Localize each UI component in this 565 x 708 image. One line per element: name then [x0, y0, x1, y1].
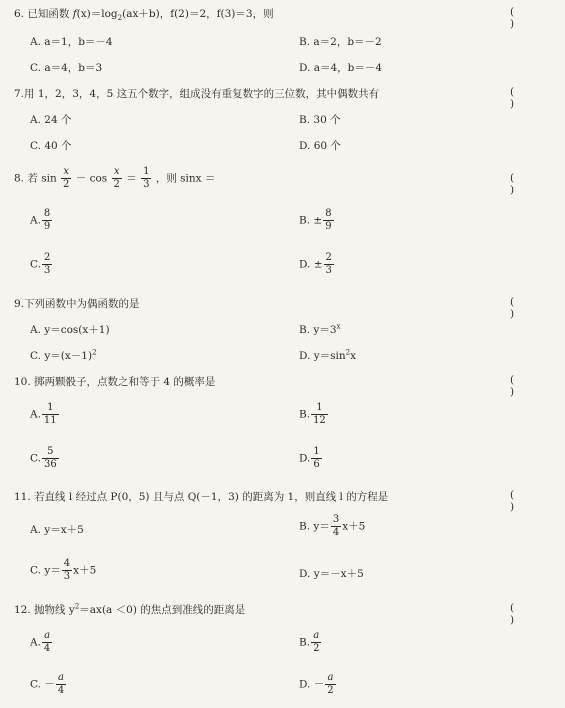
question-6-stem: 6. 已知函数 $f(x)=\log_2(ax+b)$，f(2)＝2，f(3)＝3，则 [14, 8, 274, 23]
answer-bracket[interactable]: ( ) [510, 489, 533, 513]
answer-bracket[interactable]: ( ) [510, 6, 533, 30]
fraction: $\frac{x}{2}$ [63, 166, 70, 190]
option-a[interactable]: A. $\frac{1}{11}$ [30, 402, 57, 426]
option-b[interactable]: B. y＝ $\frac{3}{4}$ x＋5 [299, 514, 366, 538]
option-d[interactable]: D. $y=\sin^2x$ [299, 348, 357, 362]
option-c[interactable]: C. a＝4，b＝3 [30, 62, 103, 74]
question-7-stem: 7.用 1，2，3，4，5 这五个数字，组成没有重复数字的三位数，其中偶数共有 [14, 88, 380, 100]
option-c[interactable]: C. － $\frac{a}{4}$ [30, 672, 65, 696]
question-12-stem: 12. 抛物线 $y^2=ax(a <0)$ 的焦点到准线的距离是 [14, 602, 246, 616]
answer-bracket[interactable]: ( ) [510, 374, 533, 398]
option-c[interactable]: C. 40 个 [30, 140, 72, 152]
question-11-stem: 11. 若直线 l 经过点 P(0，5) 且与点 Q(－1，3) 的距离为 1，则直线 l 的方程是 [14, 491, 389, 503]
option-b[interactable]: B. $\frac{1}{12}$ [299, 402, 326, 426]
answer-bracket[interactable]: ( ) [510, 296, 533, 320]
option-b[interactable]: B. $\frac{a}{2}$ [299, 630, 320, 654]
option-d[interactable]: D. a＝4，b＝－4 [299, 62, 383, 74]
fraction: $\frac{1}{3}$ [143, 166, 150, 190]
question-8-stem: 8. 若 sin $\frac{x}{2}$ － cos $\frac{x}{2}$ ＝ $\frac{1}{3}$ ，则 sinx ＝ [14, 166, 216, 190]
option-a[interactable]: A. y＝cos(x＋1) [30, 324, 110, 336]
option-c[interactable]: C. $\frac{2}{3}$ [30, 252, 51, 276]
option-b[interactable]: B. ± $\frac{8}{9}$ [299, 208, 332, 232]
option-d[interactable]: D. 60 个 [299, 140, 341, 152]
question-10-stem: 10. 掷两颗骰子，点数之和等于 4 的概率是 [14, 376, 216, 388]
option-d[interactable]: D. ± $\frac{2}{3}$ [299, 252, 332, 276]
question-9-stem: 9.下列函数中为偶函数的是 [14, 298, 140, 310]
option-d[interactable]: D. － $\frac{a}{2}$ [299, 672, 334, 696]
option-b[interactable]: B. $y=3^x$ [299, 322, 341, 336]
answer-bracket[interactable]: ( ) [510, 172, 533, 196]
option-a[interactable]: A. $\frac{a}{4}$ [30, 630, 51, 654]
option-c[interactable]: C. $\frac{5}{36}$ [30, 446, 57, 470]
answer-bracket[interactable]: ( ) [510, 602, 533, 626]
answer-bracket[interactable]: ( ) [510, 86, 533, 110]
option-d[interactable]: D. $\frac{1}{6}$ [299, 446, 320, 470]
fraction: $\frac{x}{2}$ [113, 166, 120, 190]
option-b[interactable]: B. 30 个 [299, 114, 341, 126]
option-a[interactable]: A. y＝x＋5 [30, 524, 84, 536]
option-a[interactable]: A. 24 个 [30, 114, 72, 126]
option-a[interactable]: A. $\frac{8}{9}$ [30, 208, 51, 232]
option-b[interactable]: B. a＝2，b＝－2 [299, 36, 382, 48]
option-a[interactable]: A. a＝1，b＝－4 [30, 36, 113, 48]
option-d[interactable]: D. y＝－x＋5 [299, 568, 364, 580]
option-c[interactable]: C. y＝ $\frac{4}{3}$ x＋5 [30, 558, 97, 582]
option-c[interactable]: C. $y=(x-1)^2$ [30, 348, 97, 362]
